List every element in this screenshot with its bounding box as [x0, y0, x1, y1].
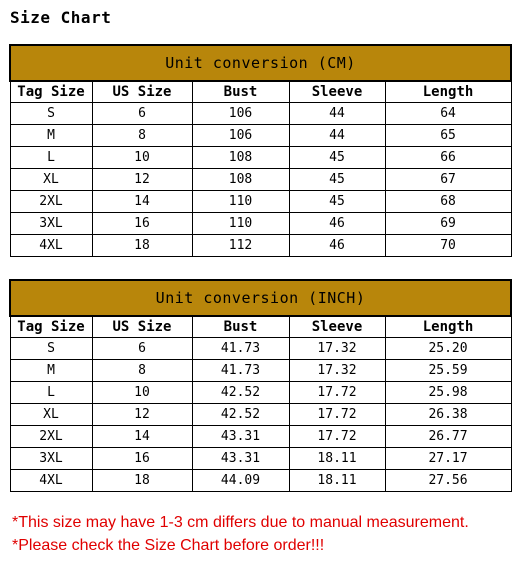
cell-sleeve: 17.32: [289, 338, 385, 360]
cell-us-size: 8: [92, 125, 192, 147]
cell-us-size: 12: [92, 404, 192, 426]
table-row: [10, 338, 511, 360]
cell-sleeve: 46: [289, 235, 385, 257]
table-row: [10, 235, 511, 257]
cell-tag-size: M: [10, 125, 92, 147]
cell-bust: 41.73: [192, 360, 289, 382]
table-row: [10, 191, 511, 213]
table-row: [10, 448, 511, 470]
measurement-note: *This size may have 1-3 cm differs due to manual measurement.: [12, 514, 469, 531]
table-row: [10, 470, 511, 492]
cell-us-size: 16: [92, 213, 192, 235]
table-row: [10, 426, 511, 448]
cell-bust: 112: [192, 235, 289, 257]
cell-bust: 42.52: [192, 404, 289, 426]
cell-tag-size: 4XL: [10, 470, 92, 492]
cell-length: 65: [385, 125, 511, 147]
cell-us-size: 6: [92, 103, 192, 125]
column-header-bust: Bust: [192, 81, 289, 103]
cell-tag-size: 2XL: [10, 426, 92, 448]
cell-us-size: 16: [92, 448, 192, 470]
cell-bust: 44.09: [192, 470, 289, 492]
table-row: [10, 147, 511, 169]
cell-length: 70: [385, 235, 511, 257]
cell-length: 25.59: [385, 360, 511, 382]
table-row: [10, 125, 511, 147]
cell-bust: 43.31: [192, 448, 289, 470]
cell-sleeve: 46: [289, 213, 385, 235]
cell-tag-size: S: [10, 338, 92, 360]
cell-tag-size: L: [10, 147, 92, 169]
cell-length: 26.77: [385, 426, 511, 448]
cell-us-size: 10: [92, 382, 192, 404]
cell-length: 64: [385, 103, 511, 125]
cell-sleeve: 45: [289, 147, 385, 169]
cell-length: 68: [385, 191, 511, 213]
cell-bust: 106: [192, 125, 289, 147]
cell-us-size: 18: [92, 470, 192, 492]
column-header-tag-size: Tag Size: [10, 316, 92, 338]
cell-length: 26.38: [385, 404, 511, 426]
cell-us-size: 14: [92, 426, 192, 448]
cell-length: 66: [385, 147, 511, 169]
table-row: [10, 404, 511, 426]
table-body-inch: [10, 338, 511, 492]
table-heading-cm: Unit conversion (CM): [10, 45, 511, 81]
table-row: [10, 169, 511, 191]
table-row: [10, 360, 511, 382]
cell-sleeve: 17.72: [289, 426, 385, 448]
cell-sleeve: 44: [289, 125, 385, 147]
page-title: Size Chart: [10, 8, 112, 27]
cell-length: 69: [385, 213, 511, 235]
cell-us-size: 6: [92, 338, 192, 360]
size-table-inch: [9, 279, 512, 492]
cell-us-size: 18: [92, 235, 192, 257]
cell-length: 25.98: [385, 382, 511, 404]
column-header-length: Length: [385, 81, 511, 103]
cell-tag-size: XL: [10, 404, 92, 426]
cell-us-size: 8: [92, 360, 192, 382]
column-header-row: [10, 81, 511, 103]
cell-tag-size: 4XL: [10, 235, 92, 257]
cell-bust: 110: [192, 213, 289, 235]
table-row: [10, 103, 511, 125]
column-header-us-size: US Size: [92, 81, 192, 103]
cell-sleeve: 17.72: [289, 404, 385, 426]
cell-tag-size: L: [10, 382, 92, 404]
column-header-tag-size: Tag Size: [10, 81, 92, 103]
cell-us-size: 12: [92, 169, 192, 191]
cell-tag-size: 3XL: [10, 213, 92, 235]
cell-sleeve: 45: [289, 191, 385, 213]
table-row: [10, 382, 511, 404]
cell-tag-size: S: [10, 103, 92, 125]
cell-sleeve: 18.11: [289, 470, 385, 492]
check-chart-note: *Please check the Size Chart before order!!!: [12, 537, 325, 554]
size-table-cm: [9, 44, 512, 257]
column-header-us-size: US Size: [92, 316, 192, 338]
cell-tag-size: M: [10, 360, 92, 382]
cell-length: 25.20: [385, 338, 511, 360]
cell-length: 27.17: [385, 448, 511, 470]
cell-us-size: 10: [92, 147, 192, 169]
table-heading-inch: Unit conversion (INCH): [10, 280, 511, 316]
cell-bust: 41.73: [192, 338, 289, 360]
column-header-row: [10, 316, 511, 338]
cell-bust: 110: [192, 191, 289, 213]
cell-tag-size: XL: [10, 169, 92, 191]
cell-bust: 43.31: [192, 426, 289, 448]
table-row: [10, 213, 511, 235]
cell-length: 67: [385, 169, 511, 191]
cell-sleeve: 44: [289, 103, 385, 125]
cell-sleeve: 17.72: [289, 382, 385, 404]
cell-us-size: 14: [92, 191, 192, 213]
column-header-sleeve: Sleeve: [289, 81, 385, 103]
cell-bust: 108: [192, 147, 289, 169]
column-header-sleeve: Sleeve: [289, 316, 385, 338]
cell-length: 27.56: [385, 470, 511, 492]
table-body-cm: [10, 103, 511, 257]
cell-tag-size: 2XL: [10, 191, 92, 213]
cell-bust: 42.52: [192, 382, 289, 404]
cell-bust: 106: [192, 103, 289, 125]
column-header-length: Length: [385, 316, 511, 338]
cell-tag-size: 3XL: [10, 448, 92, 470]
cell-sleeve: 18.11: [289, 448, 385, 470]
cell-sleeve: 45: [289, 169, 385, 191]
cell-sleeve: 17.32: [289, 360, 385, 382]
cell-bust: 108: [192, 169, 289, 191]
column-header-bust: Bust: [192, 316, 289, 338]
